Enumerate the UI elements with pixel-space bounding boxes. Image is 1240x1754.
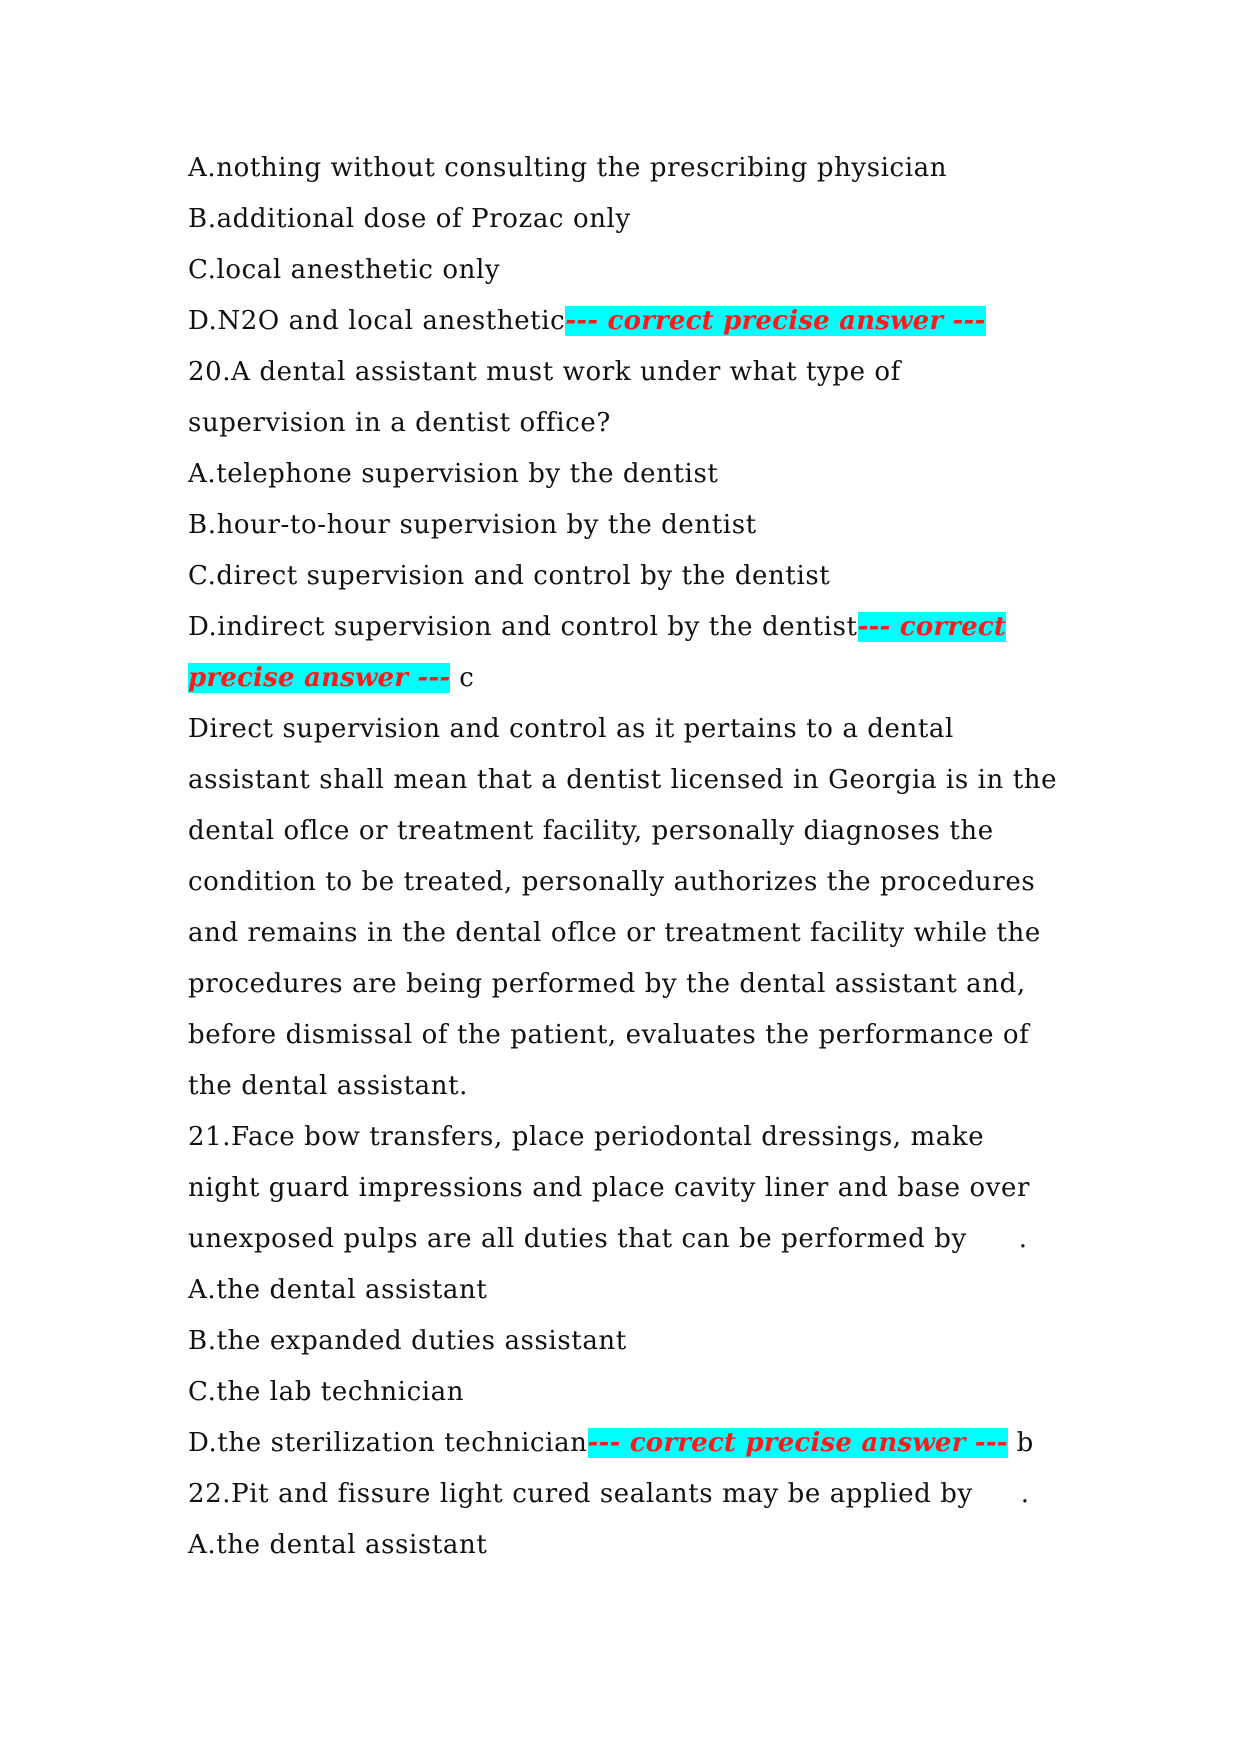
q21-question-line3-row xyxy=(188,1214,1068,1265)
q22-option-a: A.the dental assistant xyxy=(188,1530,488,1560)
q21-question-line1: 21.Face bow transfers, place periodontal dressings, make xyxy=(188,1122,985,1152)
q21-option-d-line xyxy=(188,1418,1068,1469)
q19-option-d-line xyxy=(188,296,1068,347)
document-page xyxy=(188,143,1068,1571)
q20-explanation-line: and remains in the dental oflce or treatment facility while the xyxy=(188,918,1041,948)
q21-question-line3: unexposed pulps are all duties that can be performed by xyxy=(188,1224,967,1254)
q19-option-d: D.N2O and local anesthetic xyxy=(188,306,566,336)
q21-option-a: A.the dental assistant xyxy=(188,1275,488,1305)
q21-answer-letter: b xyxy=(1016,1428,1034,1458)
q19-option-b: B.additional dose of Prozac only xyxy=(188,204,631,234)
q19-option-c: C.local anesthetic only xyxy=(188,255,501,285)
q21-question-end: . xyxy=(1018,1224,1028,1254)
q19-option-a: A.nothing without consulting the prescribing physician xyxy=(188,153,948,183)
q20-answer-highlight-part2: precise answer --- xyxy=(188,663,451,693)
q20-option-d: D.indirect supervision and control by the dentist xyxy=(188,612,858,642)
q20-option-b: B.hour-to-hour supervision by the dentist xyxy=(188,510,757,540)
q20-option-c: C.direct supervision and control by the dentist xyxy=(188,561,831,591)
q21-option-b: B.the expanded duties assistant xyxy=(188,1326,627,1356)
q22-question-end: . xyxy=(1020,1479,1030,1509)
q20-option-d-line xyxy=(188,602,1068,653)
q21-answer-highlight: --- correct precise answer --- xyxy=(587,1428,1008,1458)
q22-question-row xyxy=(188,1469,1068,1520)
q20-explanation-line: the dental assistant. xyxy=(188,1071,469,1101)
q20-explanation-line: procedures are being performed by the dental assistant and, xyxy=(188,969,1026,999)
q20-explanation-line: dental oflce or treatment facility, personally diagnoses the xyxy=(188,816,994,846)
q20-explanation-line: condition to be treated, personally authorizes the procedures xyxy=(188,867,1036,897)
q21-option-d: D.the sterilization technician xyxy=(188,1428,588,1458)
q20-option-a: A.telephone supervision by the dentist xyxy=(188,459,719,489)
q19-answer-highlight: --- correct precise answer --- xyxy=(565,306,986,336)
q20-explanation-line: before dismissal of the patient, evaluates the performance of xyxy=(188,1020,1030,1050)
q20-explanation-line: assistant shall mean that a dentist licensed in Georgia is in the xyxy=(188,765,1058,795)
q20-question-line2: supervision in a dentist office? xyxy=(188,408,611,438)
q21-option-c: C.the lab technician xyxy=(188,1377,465,1407)
q20-answer-line xyxy=(188,653,1068,704)
q20-explanation-line: Direct supervision and control as it pertains to a dental xyxy=(188,714,954,744)
q20-question-line1: 20.A dental assistant must work under what type of xyxy=(188,357,901,387)
q20-answer-highlight-part1: --- correct xyxy=(857,612,1007,642)
q20-answer-letter: c xyxy=(459,663,475,693)
q22-question: 22.Pit and fissure light cured sealants may be applied by xyxy=(188,1479,973,1509)
q21-question-line2: night guard impressions and place cavity liner and base over xyxy=(188,1173,1031,1203)
